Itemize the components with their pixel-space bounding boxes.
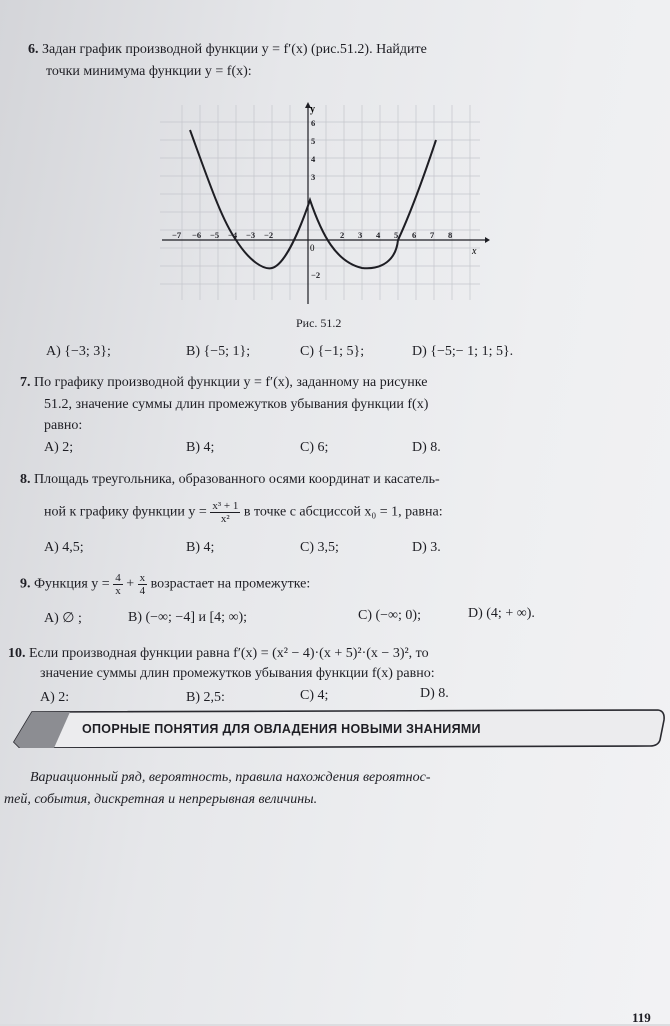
q10-text-line2: значение суммы длин промежутков убывания функции f(x) равно: [40,666,435,681]
y-tick-label: −2 [311,270,321,280]
q8-line2 [44,500,443,525]
x-tick-label: 3 [358,230,363,240]
q7-option-c[interactable]: C) 6; [300,440,329,455]
q7-option-b[interactable]: B) 4; [186,440,215,455]
figure-caption: Рис. 51.2 [296,316,342,330]
q9-number: 9. [20,576,31,592]
q7-number: 7. [20,375,31,390]
q7-option-d[interactable]: D) 8. [412,440,441,455]
q9-fraction-2 [138,572,148,597]
y-tick-label: 5 [311,136,316,146]
q8-option-d[interactable]: D) 3. [412,540,441,555]
q9-option-c[interactable]: C) (−∞; 0); [358,608,421,623]
x-tick-label: 4 [376,230,381,240]
q8-text-line1: Площадь треугольника, образованного осями координат и касатель- [34,472,440,487]
x-tick-label: −2 [264,230,274,240]
q8-fraction [210,500,240,525]
q9-frac1-denominator: x [115,585,121,597]
q6-option-c[interactable]: C) {−1; 5}; [300,344,365,359]
q9-frac2-numerator: x [139,572,146,584]
q9-frac2-denominator: 4 [139,585,146,597]
q9-option-a[interactable]: A) ∅ ; [44,611,82,626]
q8-frac-numerator: x³ + 1 [212,500,239,512]
q9-text-b: возрастает на промежутке: [150,576,311,592]
concepts-line1: Вариационный ряд, вероятность, правила нахождения вероятнос- [30,770,431,785]
q10-option-d[interactable]: D) 8. [420,686,449,701]
x-tick-label: −6 [192,230,202,240]
q10-line1 [8,646,429,662]
x-tick-label: 6 [412,230,417,240]
q9-option-d[interactable]: D) (4; + ∞). [468,606,535,621]
q8-frac-denominator: x² [220,513,230,525]
concepts-line2: тей, события, дискретная и непрерывная величины. [4,792,318,807]
x-tick-label: −5 [210,230,220,240]
q7-option-a[interactable]: A) 2; [44,440,74,455]
q6-text-line1: Задан график производной функции y = f′(x) (рис.51.2). Найдите [42,42,427,57]
q10-option-c[interactable]: C) 4; [300,688,329,703]
q7-text-line2: 51.2, значение суммы длин промежутков убывания функции f(x) [44,397,429,412]
q6-line1 [28,42,427,58]
x-tick-label: 2 [340,230,345,240]
q8-option-c[interactable]: C) 3,5; [300,540,339,555]
q8-option-b[interactable]: B) 4; [186,540,215,555]
y-tick-label: 6 [311,118,316,128]
q9-frac1-numerator: 4 [115,572,121,584]
q9-fraction-1 [113,572,123,597]
q9-option-b[interactable]: B) (−∞; −4] и [4; ∞); [128,610,248,625]
q6-text-line2: точки минимума функции y = f(x): [46,64,252,79]
q9-line1 [20,572,310,597]
x-tick-label: −4 [228,230,238,240]
q8-option-a[interactable]: A) 4,5; [44,540,84,555]
q6-option-a[interactable]: A) {−3; 3}; [46,344,111,359]
q9-plus: + [126,576,135,592]
origin-label: 0 [310,243,315,253]
q8-text-line2-b: в точке с абсциссой x₀ = 1, равна: [243,504,443,520]
q6-number: 6. [28,42,39,57]
q9-text-a: Функция y = [34,576,110,592]
q7-line1 [20,375,427,391]
x-tick-label: 5 [394,230,399,240]
q8-number: 8. [20,472,31,487]
q6-option-d[interactable]: D) {−5;− 1; 1; 5}. [412,344,514,359]
x-tick-label: 8 [448,230,453,240]
q10-option-b[interactable]: B) 2,5: [186,690,225,705]
y-tick-label: 4 [311,154,316,164]
x-tick-label: −3 [246,230,256,240]
q7-text-line1: По графику производной функции y = f′(x), заданному на рисунке [34,375,428,390]
page-number: 119 [632,1010,651,1025]
y-axis-label: y [310,104,315,115]
section-banner-title: ОПОРНЫЕ ПОНЯТИЯ ДЛЯ ОВЛАДЕНИЯ НОВЫМИ ЗНАНИЯМИ [82,722,481,736]
q10-option-a[interactable]: A) 2: [40,690,70,705]
q7-text-line3: равно: [44,418,83,433]
derivative-graph [160,100,490,305]
y-tick-label: 3 [311,172,316,182]
q6-option-b[interactable]: B) {−5; 1}; [186,344,251,359]
x-tick-label: −7 [172,230,182,240]
q10-number: 10. [8,646,26,661]
q8-line1 [20,472,440,488]
q10-text-line1: Если производная функции равна f′(x) = (x² − 4)·(x + 5)²·(x − 3)², то [29,646,429,661]
x-tick-label: 7 [430,230,435,240]
q8-text-line2-a: ной к графику функции y = [44,504,207,520]
x-axis-label: x [472,246,477,257]
